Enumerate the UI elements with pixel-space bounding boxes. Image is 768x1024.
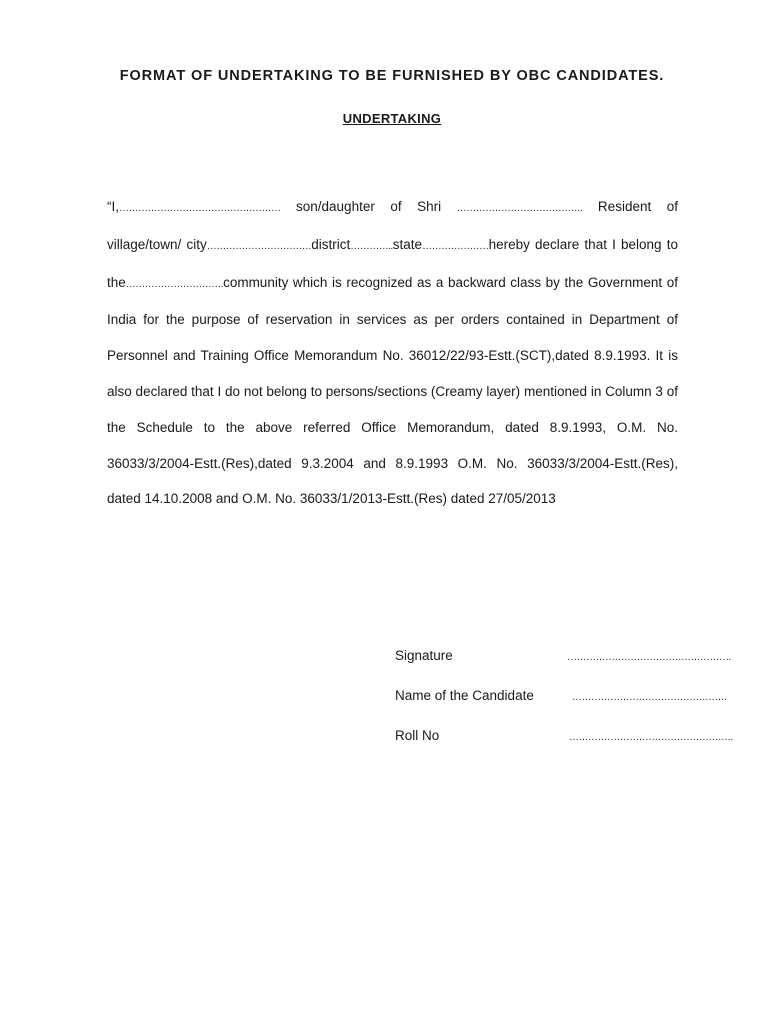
undertaking-body xyxy=(107,189,678,517)
candidate-name-label: Name of the Candidate xyxy=(395,688,534,703)
roll-no-label: Roll No xyxy=(395,728,440,743)
blank-district: ………….. xyxy=(350,240,393,252)
candidate-name-line: …………………………………………. xyxy=(572,692,727,703)
body-segment-declaration: community which is recognized as a backward class by the Government of India for the purpose of reservation in services as per orders contained in Department of Personnel and Training Office Memorandum No. 36012/22/93-Estt.(SCT),dated 8.9.1993. It is also declared that I do not belong to persons/sections (Creamy layer) mentioned in Column 3 of the Schedule to the above referred Office Memorandum, dated 8.9.1993, O.M. No. 36033/3/2004-Estt.(Res),dated 9.3.2004 and 8.9.1993 O.M. No. 36033/3/2004-Estt.(Res), dated 14.10.2008 and O.M. No. 36033/1/2013-Estt.(Res) dated 27/05/2013 xyxy=(107,274,678,507)
body-segment-resident: Resident of village/town/ city xyxy=(107,199,678,252)
blank-candidate-name: …………………………………………… xyxy=(119,203,281,214)
signature-line: ……………………………………………. xyxy=(567,652,731,663)
blank-city: …………………………… xyxy=(206,240,312,252)
undertaking-paragraph xyxy=(107,189,678,517)
body-segment-district: district xyxy=(311,236,351,252)
body-segment-opening: “I, xyxy=(107,199,119,214)
body-segment-declare: hereby declare that I belong to the xyxy=(107,236,678,290)
signature-row xyxy=(395,648,731,688)
blank-state: ………………… xyxy=(422,240,489,252)
candidate-name-row xyxy=(395,688,725,728)
roll-no-row xyxy=(395,728,733,768)
body-segment-state: state xyxy=(392,236,423,252)
roll-no-line: ……………………………………………. xyxy=(569,732,733,743)
signature-block xyxy=(395,648,733,768)
signature-label: Signature xyxy=(395,648,453,663)
blank-father-name: …………………………………. xyxy=(456,203,583,214)
document-title: FORMAT OF UNDERTAKING TO BE FURNISHED BY OBC CANDIDATES. xyxy=(119,68,665,84)
blank-community: …………………………. xyxy=(125,278,224,290)
body-segment-parent: son/daughter of Shri xyxy=(280,199,457,214)
document-subtitle: UNDERTAKING xyxy=(342,111,442,126)
